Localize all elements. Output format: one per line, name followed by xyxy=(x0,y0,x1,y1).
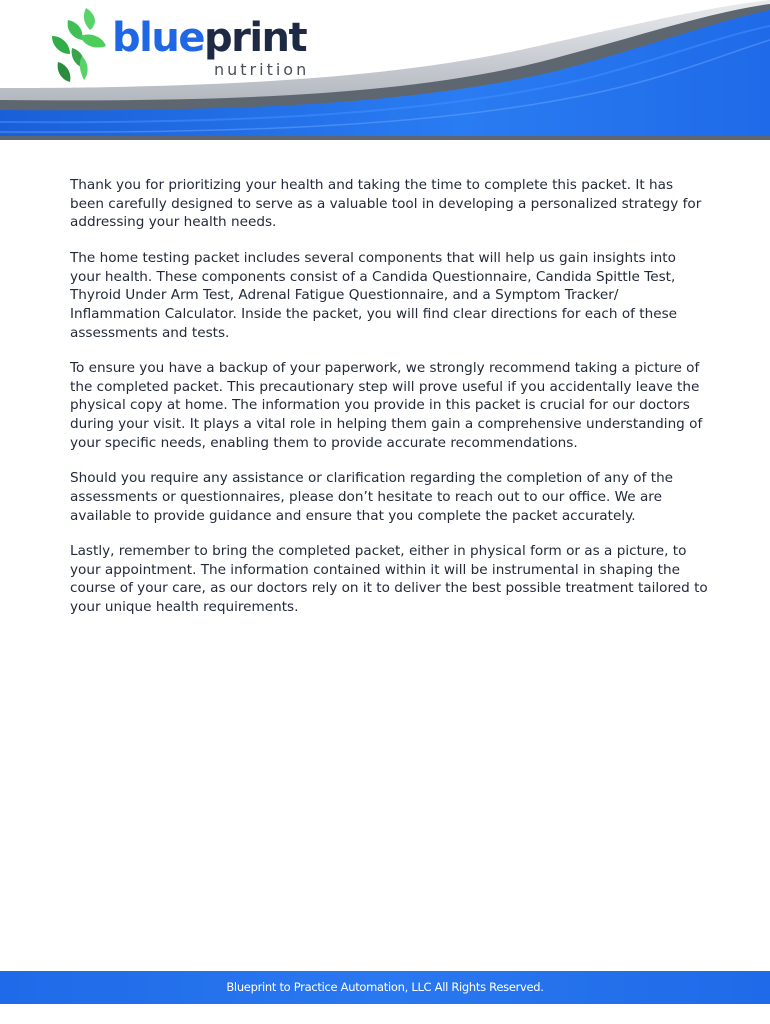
leaf-person-icon xyxy=(46,6,112,84)
brand-logo xyxy=(46,6,316,86)
footer-copyright: Blueprint to Practice Automation, LLC All Rights Reserved. xyxy=(226,980,544,994)
letter-body xyxy=(70,176,710,634)
brand-part-print: print xyxy=(203,15,307,61)
page-header xyxy=(0,0,770,140)
paragraph: To ensure you have a backup of your paperwork, we strongly recommend taking a picture of the completed packet. This precautionary step will prove useful if you accidentally leave the physical copy at home. The information you provide in this packet is crucial for our doctors during your visit. It plays a vital role in helping them gain a comprehensive understanding of your specific needs, enabling them to provide accurate recommendations. xyxy=(70,360,703,451)
brand-part-blue: blue xyxy=(112,15,204,61)
paragraph: Lastly, remember to bring the completed packet, either in physical form or as a picture, to your appointment. The information contained within it will be instrumental in shaping the course of your care, as our doctors rely on it to deliver the best possible treatment tailored to your unique health requirements. xyxy=(70,543,708,616)
paragraph: Thank you for prioritizing your health and taking the time to complete this packet. It has been carefully designed to serve as a valuable tool in developing a personalized strategy for addressing your health needs. xyxy=(70,177,702,231)
brand-tagline: nutrition xyxy=(214,60,310,79)
paragraph: The home testing packet includes several components that will help us gain insights into your health. These components consist of a Candida Questionnaire, Candida Spittle Test, Thyroid Under Arm Test, Adrenal Fatigue Questionnaire, and a Symptom Tracker/ Inflammation Calculator. Inside the packet, you will find clear directions for each of these assessments and tests. xyxy=(70,249,678,341)
brand-wordmark xyxy=(112,14,306,62)
paragraph: Should you require any assistance or clarification regarding the completion of any of the assessments or questionnaires, please don’t hesitate to reach out to our office. We are available to provide guidance and ensure that you complete the packet accurately. xyxy=(70,470,674,524)
page-footer xyxy=(0,971,770,1004)
